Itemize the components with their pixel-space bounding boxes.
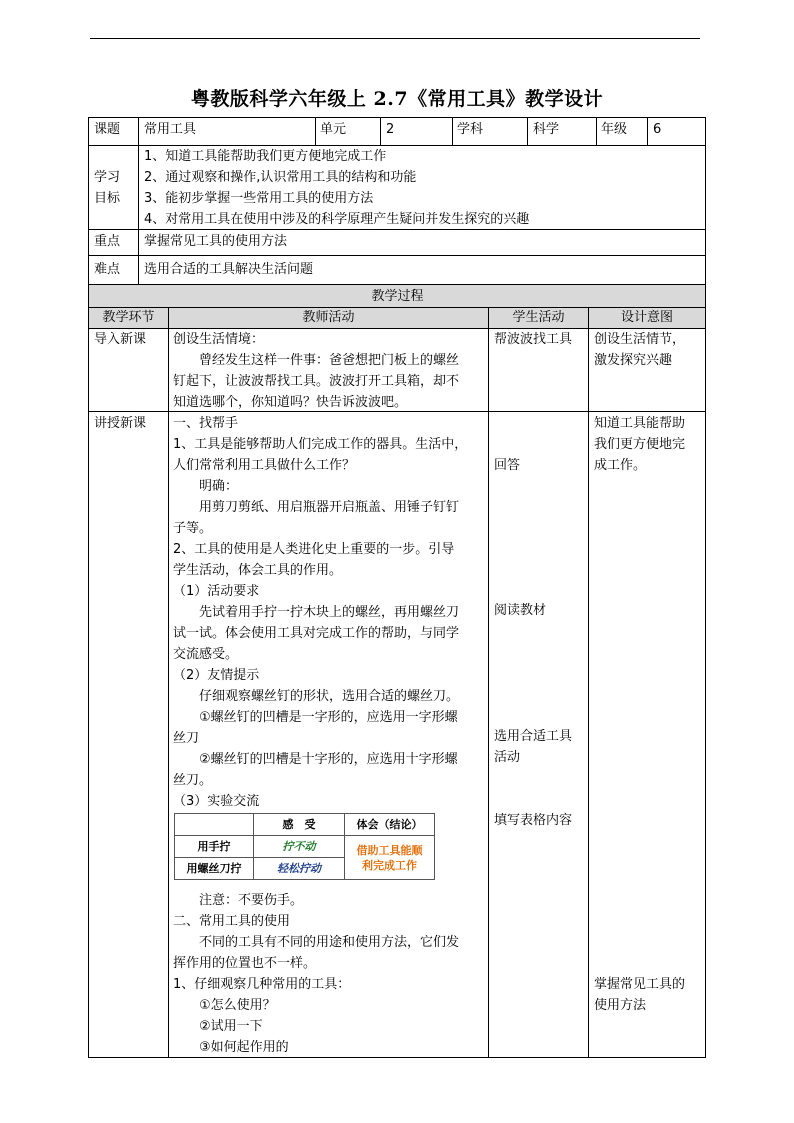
goals-label-line2: 目标 xyxy=(94,191,121,206)
lecture-intent-line: 我们更方便地完 xyxy=(594,437,686,452)
lecture-teacher-line: 1、仔细观察几种常用的工具： xyxy=(173,977,351,992)
goal-item: 1、知道工具能帮助我们更方便地完成工作 xyxy=(144,149,387,164)
lecture-student-choose: 选用合适工具 xyxy=(494,729,573,744)
page-title: 粤教版科学六年级上 2.7《常用工具》教学设计 xyxy=(190,88,604,110)
lecture-student-answer: 回答 xyxy=(494,458,521,473)
lecture-student-choose: 活动 xyxy=(494,750,521,765)
experiment-row-feel: 拧不动 xyxy=(282,840,316,853)
intro-teacher-line: 钉起下，让波波帮找工具。波波打开工具箱，却不 xyxy=(173,374,460,389)
lecture-teacher-line: 交流感受。 xyxy=(173,647,239,662)
lecture-student-fill: 填写表格内容 xyxy=(494,813,573,828)
unit-label: 单元 xyxy=(320,122,347,137)
lecture-teacher-line: 一、找帮手 xyxy=(173,416,239,431)
lecture-teacher-line: 挥作用的位置也不一样。 xyxy=(173,956,317,971)
grade-label: 年级 xyxy=(601,122,628,137)
goal-item: 2、通过观察和操作,认识常用工具的结构和功能 xyxy=(144,170,417,185)
lecture-teacher-line: 仔细观察螺丝钉的形状，选用合适的螺丝刀。 xyxy=(199,689,460,704)
lecture-intent-line: 成工作。 xyxy=(594,458,647,473)
key-point-label: 重点 xyxy=(94,234,121,249)
intro-stage: 导入新课 xyxy=(94,332,147,347)
header-rule xyxy=(90,38,700,39)
lecture-intent-line: 使用方法 xyxy=(594,998,647,1013)
column-header-stage: 教学环节 xyxy=(102,310,155,325)
lecture-teacher-line: 不同的工具有不同的用途和使用方法，它们发 xyxy=(199,935,460,950)
experiment-row-feel: 轻松拧动 xyxy=(277,862,321,875)
lecture-teacher-line: （3）实验交流 xyxy=(173,794,260,809)
key-point-value: 掌握常见工具的使用方法 xyxy=(144,234,288,249)
unit-value: 2 xyxy=(386,122,395,137)
subject-label: 学科 xyxy=(457,122,484,137)
intro-intent-line: 激发探究兴趣 xyxy=(594,353,673,368)
intro-student: 帮波波找工具 xyxy=(494,332,573,347)
lecture-teacher-line: ②试用一下 xyxy=(199,1019,263,1034)
column-header-intent: 设计意图 xyxy=(620,310,673,325)
lecture-teacher-line: 1、工具是能够帮助人们完成工作的器具。生活中， xyxy=(173,437,468,452)
lecture-teacher-line: ②螺丝钉的凹槽是十字形的，应选用十字形螺 xyxy=(199,752,458,767)
lecture-teacher-line: 用剪刀剪纸、用启瓶器开启瓶盖、用锤子钉钉 xyxy=(199,500,460,515)
lecture-teacher-line: 丝刀 xyxy=(173,731,200,746)
lecture-teacher-line: 2、工具的使用是人类进化史上重要的一步。引导 xyxy=(173,542,455,557)
lecture-teacher-line: 先试着用手拧一拧木块上的螺丝，再用螺丝刀 xyxy=(199,605,460,620)
goals-label-line1: 学习 xyxy=(94,170,121,185)
lecture-teacher-line: （2）友情提示 xyxy=(173,668,260,683)
lecture-teacher-line: 二、常用工具的使用 xyxy=(173,914,291,929)
lecture-intent-line: 知道工具能帮助 xyxy=(594,416,686,431)
lecture-teacher-line: 注意：不要伤手。 xyxy=(199,893,304,908)
process-heading: 教学过程 xyxy=(371,289,424,304)
lecture-teacher-line: 试一试。体会使用工具对完成工作的帮助，与同学 xyxy=(173,626,460,641)
experiment-conclusion-line: 利完成工作 xyxy=(362,859,417,872)
lecture-student-read: 阅读教材 xyxy=(494,603,547,618)
lecture-stage: 讲授新课 xyxy=(94,416,147,431)
lecture-teacher-line: 学生活动，体会工具的作用。 xyxy=(173,563,343,578)
lecture-intent-line: 掌握常见工具的 xyxy=(594,977,686,992)
lecture-teacher-line: （1）活动要求 xyxy=(173,584,260,599)
experiment-header-conclusion: 体会（结论） xyxy=(356,818,423,831)
intro-teacher-line: 创设生活情境： xyxy=(173,332,265,347)
subject-value: 科学 xyxy=(533,122,560,137)
difficulty-value: 选用合适的工具解决生活问题 xyxy=(144,262,314,277)
goal-item: 3、能初步掌握一些常用工具的使用方法 xyxy=(144,191,374,206)
intro-teacher-line: 知道选哪个，你知道吗？快告诉波波吧。 xyxy=(173,395,408,410)
lecture-teacher-line: ③如何起作用的 xyxy=(199,1040,289,1055)
experiment-conclusion-line: 借助工具能顺 xyxy=(356,844,423,857)
experiment-header-feel: 感 受 xyxy=(282,818,316,831)
course-label: 课题 xyxy=(94,122,121,137)
column-header-student: 学生活动 xyxy=(512,310,565,325)
difficulty-label: 难点 xyxy=(94,262,121,277)
lecture-teacher-line: 丝刀。 xyxy=(173,773,213,788)
column-header-teacher: 教师活动 xyxy=(302,310,355,325)
goal-item: 4、对常用工具在使用中涉及的科学原理产生疑问并发生探究的兴趣 xyxy=(144,212,530,227)
lecture-teacher-line: 人们常常利用工具做什么工作？ xyxy=(173,458,356,473)
experiment-row-label: 用螺丝刀拧 xyxy=(186,862,242,875)
experiment-row-label: 用手拧 xyxy=(197,840,231,853)
course-value: 常用工具 xyxy=(144,122,197,137)
intro-intent-line: 创设生活情节， xyxy=(594,332,686,347)
lecture-teacher-line: 明确： xyxy=(199,479,239,494)
intro-teacher-line: 曾经发生这样一件事：爸爸想把门板上的螺丝 xyxy=(199,353,460,368)
lecture-teacher-line: ①螺丝钉的凹槽是一字形的，应选用一字形螺 xyxy=(199,710,458,725)
lecture-teacher-line: ①怎么使用？ xyxy=(199,998,276,1013)
grade-value: 6 xyxy=(653,122,662,137)
lecture-teacher-line: 子等。 xyxy=(173,521,213,536)
